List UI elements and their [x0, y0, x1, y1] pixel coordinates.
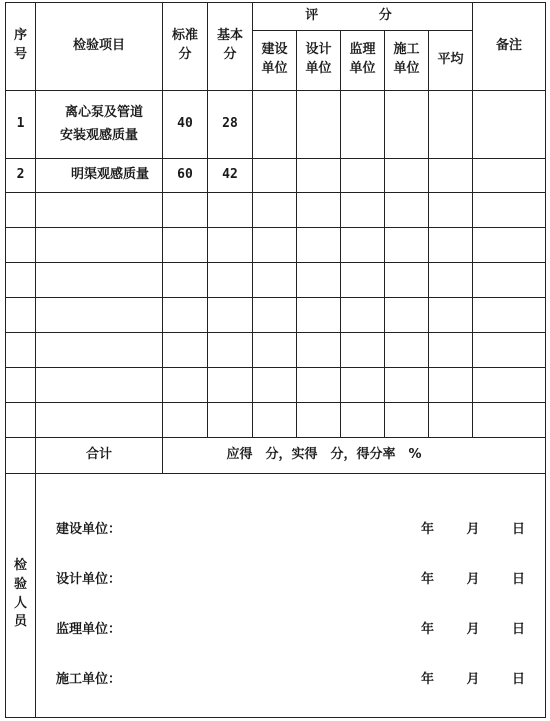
- total-label: 合计: [36, 438, 163, 474]
- empty-cell[interactable]: [36, 298, 163, 333]
- cell-remark[interactable]: [473, 91, 546, 159]
- empty-cell[interactable]: [253, 333, 297, 368]
- cell-rating-construction[interactable]: [253, 91, 297, 159]
- total-summary: 应得 分，实得 分，得分率 %: [163, 438, 546, 474]
- sign-row-supervision: 监理单位： 年 月 日: [56, 621, 526, 637]
- total-seq-cell: [6, 438, 36, 474]
- empty-cell[interactable]: [385, 193, 429, 228]
- empty-cell[interactable]: [473, 403, 546, 438]
- cell-rating-contractor[interactable]: [385, 159, 429, 193]
- cell-rating-design[interactable]: [297, 91, 341, 159]
- empty-cell[interactable]: [163, 228, 208, 263]
- inspection-table: [5, 2, 546, 718]
- row-std-score: 60: [163, 159, 208, 193]
- table-row: [6, 159, 546, 193]
- empty-cell[interactable]: [208, 228, 253, 263]
- empty-cell[interactable]: [163, 368, 208, 403]
- empty-cell[interactable]: [429, 193, 473, 228]
- empty-cell[interactable]: [36, 193, 163, 228]
- empty-cell[interactable]: [473, 228, 546, 263]
- cell-rating-supervision[interactable]: [341, 91, 385, 159]
- empty-cell[interactable]: [341, 193, 385, 228]
- row-item-line2: 安装观感质量: [59, 127, 138, 143]
- empty-row: [6, 193, 546, 228]
- header-rating-design: 设计单位: [297, 31, 341, 91]
- header-rating: 评 分: [253, 3, 473, 31]
- row-item: [36, 91, 163, 159]
- header-std-score: 标准分: [163, 3, 208, 91]
- empty-cell[interactable]: [297, 228, 341, 263]
- empty-cell[interactable]: [297, 368, 341, 403]
- cell-rating-average[interactable]: [429, 159, 473, 193]
- cell-remark[interactable]: [473, 159, 546, 193]
- empty-cell[interactable]: [385, 403, 429, 438]
- empty-row: [6, 333, 546, 368]
- empty-cell[interactable]: [208, 193, 253, 228]
- empty-cell[interactable]: [208, 263, 253, 298]
- empty-cell[interactable]: [297, 298, 341, 333]
- empty-cell[interactable]: [163, 298, 208, 333]
- inspectors-label: 检验人员: [6, 474, 36, 718]
- empty-cell[interactable]: [163, 403, 208, 438]
- empty-cell[interactable]: [36, 368, 163, 403]
- empty-row: [6, 228, 546, 263]
- sign-row-contractor: 施工单位： 年 月 日: [56, 671, 526, 687]
- empty-cell[interactable]: [385, 228, 429, 263]
- empty-cell[interactable]: [36, 263, 163, 298]
- header-rating-contractor: 施工单位: [385, 31, 429, 91]
- row-seq: 1: [6, 91, 36, 159]
- header-item: 检验项目: [36, 3, 163, 91]
- empty-cell[interactable]: [473, 193, 546, 228]
- total-row: [6, 438, 546, 474]
- empty-cell[interactable]: [253, 263, 297, 298]
- year-label: 年: [420, 671, 434, 687]
- empty-cell[interactable]: [341, 368, 385, 403]
- empty-cell[interactable]: [341, 228, 385, 263]
- empty-cell[interactable]: [385, 333, 429, 368]
- sign-row-construction: 建设单位： 年 月 日: [56, 521, 526, 537]
- empty-cell[interactable]: [385, 368, 429, 403]
- year-label: 年: [420, 621, 434, 637]
- empty-cell[interactable]: [208, 368, 253, 403]
- empty-cell[interactable]: [6, 333, 36, 368]
- day-label: 日: [512, 571, 526, 587]
- inspectors-row: [6, 474, 546, 718]
- empty-cell[interactable]: [253, 403, 297, 438]
- empty-cell[interactable]: [297, 333, 341, 368]
- empty-cell[interactable]: [163, 193, 208, 228]
- empty-cell[interactable]: [341, 333, 385, 368]
- empty-row: [6, 263, 546, 298]
- row-item-line1: 离心泵及管道: [64, 104, 143, 120]
- empty-cell[interactable]: [6, 368, 36, 403]
- empty-cell[interactable]: [36, 228, 163, 263]
- sign-row-design: 设计单位： 年 月 日: [56, 571, 526, 587]
- day-label: 日: [512, 621, 526, 637]
- empty-cell[interactable]: [36, 333, 163, 368]
- empty-cell[interactable]: [6, 298, 36, 333]
- empty-cell[interactable]: [429, 263, 473, 298]
- cell-rating-average[interactable]: [429, 91, 473, 159]
- empty-cell[interactable]: [429, 403, 473, 438]
- empty-cell[interactable]: [341, 298, 385, 333]
- empty-row: [6, 368, 546, 403]
- empty-cell[interactable]: [6, 193, 36, 228]
- empty-cell[interactable]: [385, 263, 429, 298]
- empty-cell[interactable]: [341, 403, 385, 438]
- empty-cell[interactable]: [253, 193, 297, 228]
- inspectors-sign-block: [36, 474, 546, 718]
- header-seq: 序号: [6, 3, 36, 91]
- empty-row: [6, 298, 546, 333]
- empty-cell[interactable]: [429, 298, 473, 333]
- month-label: 月: [466, 671, 480, 687]
- empty-cell[interactable]: [429, 368, 473, 403]
- header-rating-average: 平均: [429, 31, 473, 91]
- cell-rating-contractor[interactable]: [385, 91, 429, 159]
- empty-cell[interactable]: [253, 298, 297, 333]
- empty-cell[interactable]: [6, 263, 36, 298]
- month-label: 月: [466, 521, 480, 537]
- empty-row: [6, 403, 546, 438]
- table-row: [6, 91, 546, 159]
- empty-cell[interactable]: [473, 263, 546, 298]
- empty-cell[interactable]: [297, 403, 341, 438]
- header-remark: 备注: [473, 3, 546, 91]
- row-item: 明渠观感质量: [36, 159, 163, 193]
- empty-cell[interactable]: [253, 228, 297, 263]
- cell-rating-construction[interactable]: [253, 159, 297, 193]
- year-label: 年: [420, 571, 434, 587]
- empty-cell[interactable]: [473, 333, 546, 368]
- month-label: 月: [466, 621, 480, 637]
- empty-cell[interactable]: [341, 263, 385, 298]
- empty-cell[interactable]: [429, 333, 473, 368]
- empty-cell[interactable]: [297, 193, 341, 228]
- empty-cell[interactable]: [6, 228, 36, 263]
- row-std-score: 40: [163, 91, 208, 159]
- year-label: 年: [420, 521, 434, 537]
- header-row-1: [6, 3, 546, 31]
- day-label: 日: [512, 521, 526, 537]
- header-base-score: 基本分: [208, 3, 253, 91]
- empty-cell[interactable]: [253, 368, 297, 403]
- header-rating-supervision: 监理单位: [341, 31, 385, 91]
- empty-cell[interactable]: [473, 298, 546, 333]
- row-base-score: 28: [208, 91, 253, 159]
- empty-cell[interactable]: [208, 298, 253, 333]
- header-rating-construction: 建设单位: [253, 31, 297, 91]
- day-label: 日: [512, 671, 526, 687]
- empty-cell[interactable]: [163, 333, 208, 368]
- empty-cell[interactable]: [163, 263, 208, 298]
- empty-cell[interactable]: [208, 403, 253, 438]
- month-label: 月: [466, 571, 480, 587]
- row-seq: 2: [6, 159, 36, 193]
- empty-cell[interactable]: [473, 368, 546, 403]
- empty-cell[interactable]: [385, 298, 429, 333]
- empty-cell[interactable]: [6, 403, 36, 438]
- cell-rating-design[interactable]: [297, 159, 341, 193]
- cell-rating-supervision[interactable]: [341, 159, 385, 193]
- empty-cell[interactable]: [36, 403, 163, 438]
- empty-cell[interactable]: [208, 333, 253, 368]
- empty-cell[interactable]: [297, 263, 341, 298]
- empty-cell[interactable]: [429, 228, 473, 263]
- row-base-score: 42: [208, 159, 253, 193]
